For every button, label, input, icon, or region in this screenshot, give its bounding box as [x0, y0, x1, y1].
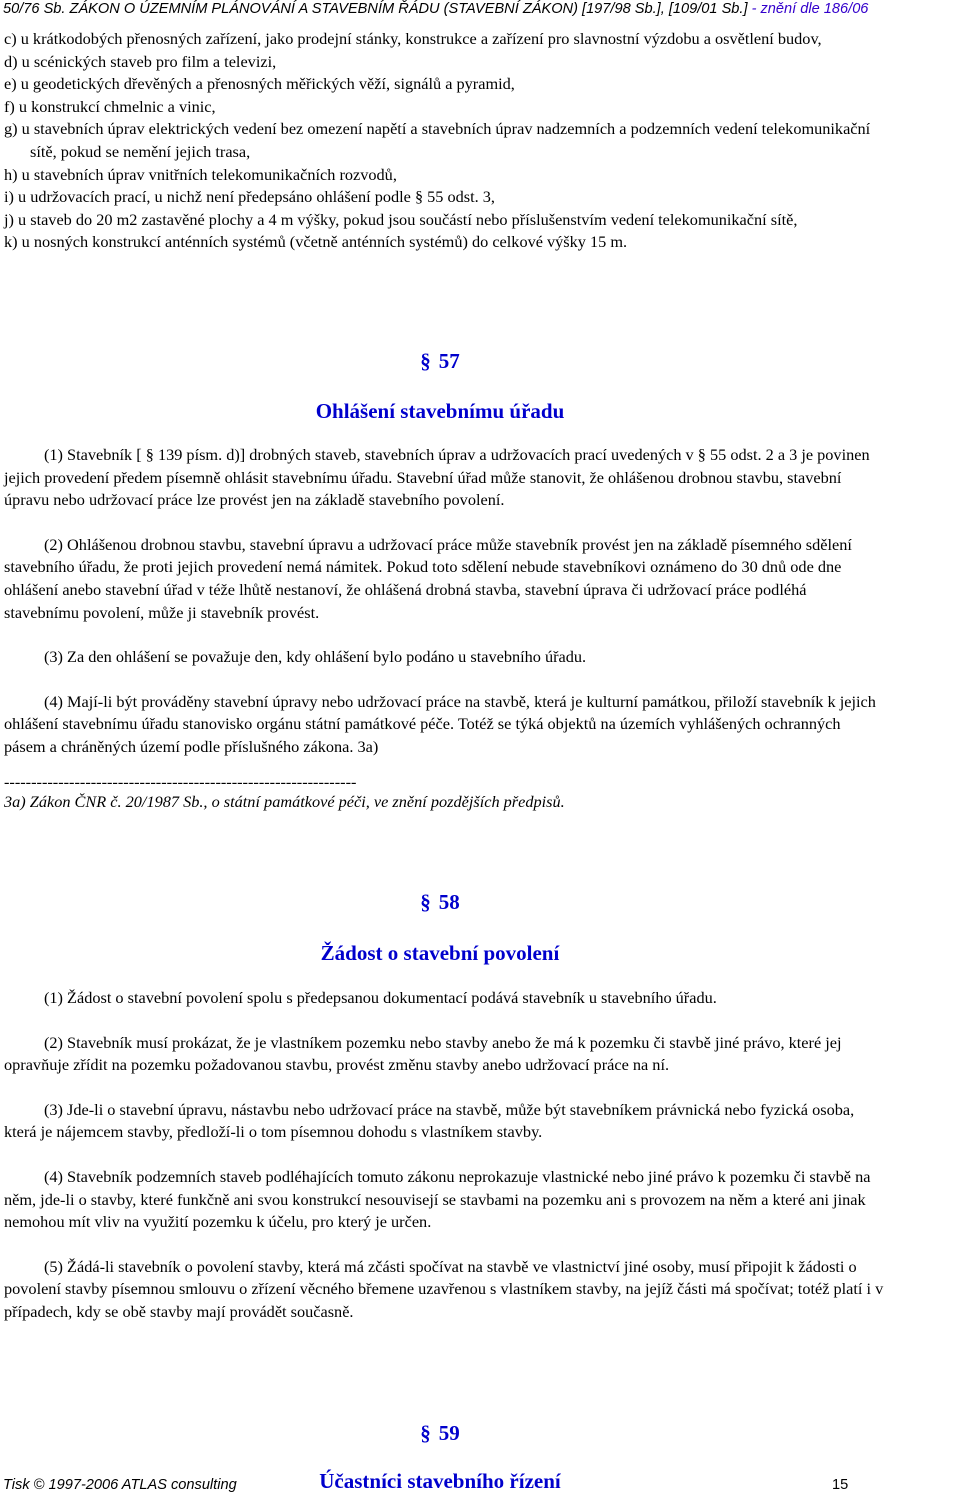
section-58-title: Žádost o stavební povolení — [320, 941, 560, 965]
section-58-body — [4, 987, 884, 1324]
section-sign: § — [420, 1421, 431, 1445]
footnote: 3a) Zákon ČNR č. 20/1987 Sb., o státní památkové péči, ve znění pozdějších předpisů. — [4, 791, 565, 811]
paragraph: (1) Žádost o stavební povolení spolu s předepsanou dokumentací podává stavebník u stavebního úřadu. — [44, 988, 717, 1007]
section-sign: § — [420, 349, 431, 373]
list-item: c) u krátkodobých přenosných zařízení, jako prodejní stánky, konstrukce a zařízení pro slavnostní výzdobu a osvětlení budov, — [4, 29, 822, 48]
list-item: d) u scénických staveb pro film a televizi, — [4, 51, 277, 71]
list-item: f) u konstrukcí chmelnic a vinic, — [4, 96, 216, 116]
list-item: g) u stavebních úprav elektrických vedení bez omezení napětí a stavebních úprav nadzemních a podzemních vedení telekomunikační sítě, pokud se nemění jejich trasa, — [4, 119, 871, 161]
list-item: i) u udržovacích prací, u nichž není předepsáno ohlášení podle § 55 odst. 3, — [4, 187, 496, 207]
paragraph: (4) Mají-li být prováděny stavební úpravy nebo udržovací práce na stavbě, která je kulturní památkou, přiloží stavebník k jejich ohlášení stavebnímu úřadu stanovisko orgánu státní památkové péče. Totéž se týká objektů na územích vyhlášených ochranných pásem a chráněných území podle příslušného zákona. 3a) — [4, 691, 876, 756]
header-doc-title: 50/76 Sb. ZÁKON O ÚZEMNÍM PLÁNOVÁNÍ A STAVEBNÍM ŘÁDU (STAVEBNÍ ZÁKON) [197/98 Sb.], [109/01 Sb.] — [3, 1, 748, 17]
list-item: k) u nosných konstrukcí anténních systémů (včetně anténních systémů) do celkové výšky 15 m. — [4, 232, 628, 252]
page-number: 15 — [832, 1477, 849, 1493]
section-57-title: Ohlášení stavebnímu úřadu — [315, 399, 565, 423]
section-58-number: § 58 — [420, 890, 460, 914]
section-57-body — [4, 444, 884, 813]
page-footer: Tisk © 1997-2006 ATLAS consulting — [3, 1477, 237, 1493]
paragraph: (3) Jde-li o stavební úpravu, nástavbu nebo udržovací práce na stavbě, může být stavebníkem právnická nebo fyzická osoba, která je nájemcem stavby, předloží-li o tom písemnou dohodu s vlastníkem stavby. — [4, 1099, 855, 1142]
paragraph: (2) Ohlášenou drobnou stavbu, stavební úpravu a udržovací práce může stavebník provést jen na základě písemného sdělení stavebního úřadu, že proti jejich provedení nemá námitek. Pokud toto sdělení nebude stavebníkovi oznámeno do 30 dnů ode dne ohlášení anebo stavební úřad v téže lhůtě nestanoví, že ohlášená drobná stavba, stavební úprava či udržovací práce podléhá stavebnímu povolení, může ji stavebník provést. — [4, 534, 852, 622]
section-59-title: Účastníci stavebního řízení — [319, 1469, 561, 1493]
exemption-list — [4, 28, 884, 254]
section-59-number: § 59 — [420, 1421, 460, 1445]
paragraph: (3) Za den ohlášení se považuje den, kdy ohlášení bylo podáno u stavebního úřadu. — [44, 647, 587, 667]
section-sign: § — [420, 890, 431, 914]
footnote-rule: ----------------------------------------------------------------- — [4, 771, 357, 791]
paragraph: (5) Žádá-li stavebník o povolení stavby, která má zčásti spočívat na stavbě ve vlastnictví jiné osoby, musí připojit k žádosti o povolení stavby písemnou smlouvu o zřízení věcného břemene uzavřenou s vlastníkem stavby, na jejíž části má spočívat; totéž platí i v případech, kdy se obě stavby mají provádět současně. — [4, 1256, 884, 1321]
page-header — [3, 0, 868, 18]
header-status: - znění dle 186/06 — [747, 1, 869, 17]
list-item: h) u stavebních úprav vnitřních telekomunikačních rozvodů, — [4, 164, 397, 184]
paragraph: (4) Stavebník podzemních staveb podléhajících tomuto zákonu neprokazuje vlastnické nebo jiné právo k pozemku či stavbě na něm, jde-li o stavby, které funkčně ani svou konstrukcí nesouvisejí se stavbami na pozemku ani s provozem na něm a které ani jinak nemohou mít vliv na využití pozemku k účelu, pro který je určen. — [4, 1166, 871, 1232]
list-item: j) u staveb do 20 m2 zastavěné plochy a 4 m výšky, pokud jsou součástí nebo příslušenstvím vedení telekomunikační sítě, — [4, 209, 798, 229]
paragraph: (1) Stavebník [ § 139 písm. d)] drobných staveb, stavebních úprav a udržovacích prací uvedených v § 55 odst. 2 a 3 je povinen jejich provedení předem písemně ohlásit stavebnímu úřadu. Stavební úřad může stanovit, že ohlášenou drobnou stavbu, stavební úpravu nebo udržovací práce lze provést jen na základě stavebního povolení. — [4, 445, 870, 510]
section-57-number: § 57 — [420, 349, 460, 373]
list-item: e) u geodetických dřevěných a přenosných měřických věží, signálů a pyramid, — [4, 74, 515, 94]
paragraph: (2) Stavebník musí prokázat, že je vlastníkem pozemku nebo stavby anebo že má k pozemku či stavbě jiné právo, které jej opravňuje zřídit na pozemku požadovanou stavbu, provést změnu stavby anebo udržovací práce na ní. — [4, 1032, 842, 1075]
